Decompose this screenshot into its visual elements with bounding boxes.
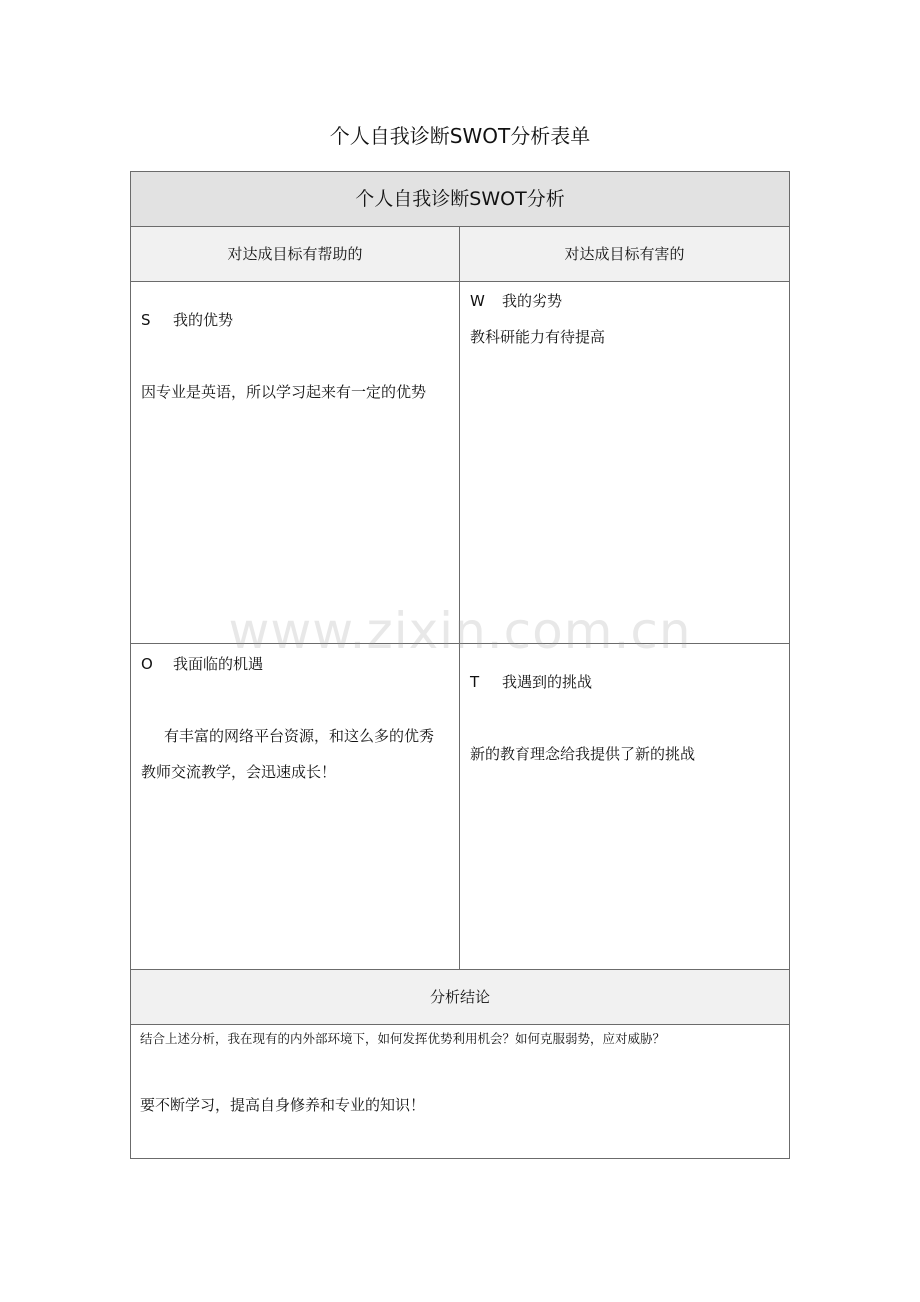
weaknesses-heading (470, 291, 562, 311)
opportunities-text-line2: 教师交流教学，会迅速成长！ (141, 763, 337, 781)
column-header-helpful: 对达成目标有帮助的 (131, 227, 460, 281)
weaknesses-text: 教科研能力有待提高 (470, 328, 606, 346)
table-header: 个人自我诊断SWOT分析 (131, 172, 789, 227)
strengths-text: 因专业是英语，所以学习起来有一定的优势 (141, 383, 427, 401)
column-header-harmful: 对达成目标有害的 (564, 245, 685, 263)
quadrant-row-internal (131, 282, 789, 644)
conclusion-body (131, 1025, 789, 1158)
strengths-letter: S (141, 311, 151, 329)
opportunities-cell (131, 644, 460, 969)
weaknesses-title: 我的劣势 (502, 292, 563, 310)
threats-heading (470, 672, 592, 692)
opportunities-letter: O (141, 655, 153, 673)
conclusion-answer: 要不断学习，提高自身修养和专业的知识！ (140, 1096, 426, 1114)
page-title: 个人自我诊断SWOT分析表单 (329, 124, 591, 148)
threats-title: 我遇到的挑战 (502, 673, 593, 691)
column-header-row (131, 227, 789, 282)
threats-cell (460, 644, 789, 969)
strengths-cell (131, 282, 460, 643)
watermark: www.zixin.com.cn (228, 602, 692, 660)
quadrant-row-external (131, 644, 789, 970)
opportunities-title: 我面临的机遇 (173, 655, 264, 673)
weaknesses-cell (460, 282, 789, 643)
threats-text: 新的教育理念给我提供了新的挑战 (470, 745, 696, 763)
threats-letter: T (470, 673, 480, 691)
opportunities-text-line1: 有丰富的网络平台资源，和这么多的优秀 (164, 727, 435, 745)
weaknesses-letter: W (470, 292, 485, 310)
swot-table (130, 171, 790, 1159)
strengths-title: 我的优势 (173, 311, 234, 329)
conclusion-header: 分析结论 (131, 970, 789, 1025)
strengths-heading (141, 310, 233, 330)
conclusion-question: 结合上述分析，我在现有的内外部环境下，如何发挥优势利用机会？如何克服弱势，应对威胁？ (140, 1031, 666, 1046)
